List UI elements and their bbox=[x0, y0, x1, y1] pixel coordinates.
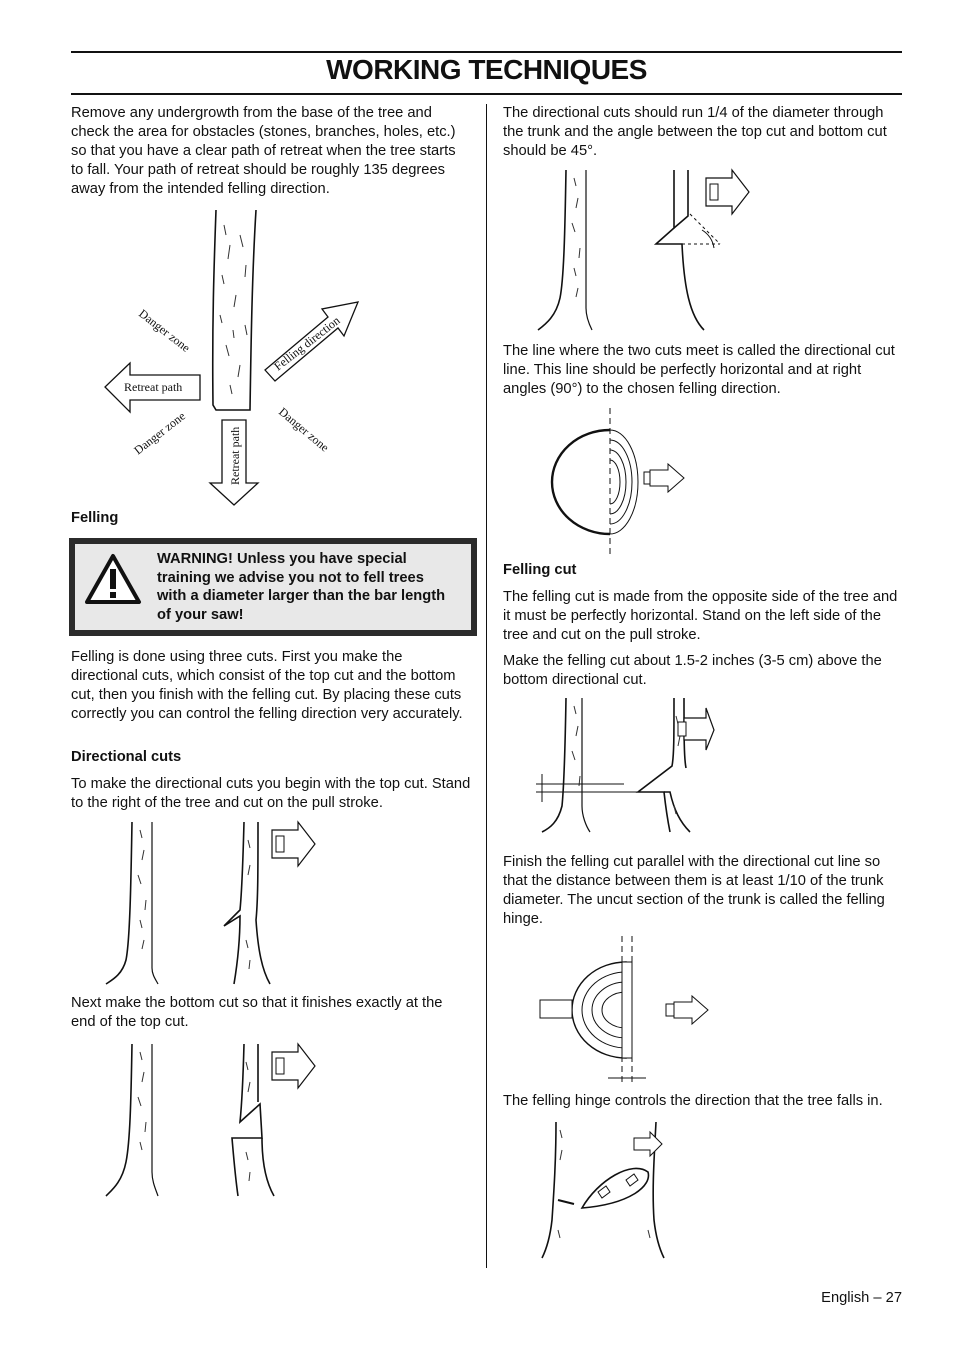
warning-triangle-icon bbox=[85, 554, 141, 604]
felling-hinge-paragraph: Finish the felling cut parallel with the directional cut line so that the distance between them is at least 1/10 of the trunk diameter. The uncut section of the trunk is called the felling hinge. bbox=[503, 854, 885, 927]
danger-zone-label: Danger zone bbox=[276, 404, 332, 455]
retreat-path-left-label: Retreat path bbox=[124, 380, 183, 394]
title-underline bbox=[71, 93, 902, 95]
quarter-diameter-paragraph: The directional cuts should run 1/4 of the diameter through the trunk and the angle between the top cut and bottom cut should be 45°. bbox=[503, 105, 887, 159]
top-rule bbox=[71, 51, 902, 53]
felling-cut-height-illustration bbox=[534, 696, 764, 836]
felling-cut-height-paragraph: Make the felling cut about 1.5-2 inches (3-5 cm) above the bottom directional cut. bbox=[503, 653, 882, 688]
danger-zone-label: Danger zone bbox=[131, 408, 188, 458]
felling-cut-heading: Felling cut bbox=[503, 562, 577, 578]
page-footer: English – 27 bbox=[821, 1290, 902, 1306]
felling-zone-diagram bbox=[100, 205, 380, 510]
directional-cuts-heading: Directional cuts bbox=[71, 749, 182, 765]
felling-heading: Felling bbox=[71, 510, 119, 526]
retreat-path-down-label: Retreat path bbox=[228, 426, 242, 485]
column-divider bbox=[486, 104, 487, 1268]
page-title: WORKING TECHNIQUES bbox=[326, 54, 647, 85]
directional-cut-angle-illustration bbox=[534, 168, 764, 336]
trunk-cross-section-cut-line bbox=[530, 408, 700, 556]
warning-text: WARNING! Unless you have special training we advise you not to fell trees with a diameter larger than the bar length of your saw! bbox=[157, 551, 446, 623]
warning-box-inner bbox=[75, 544, 471, 630]
top-cut-illustration bbox=[100, 820, 330, 990]
felling-direction-label: Felling direction bbox=[271, 313, 343, 374]
directional-cuts-paragraph: To make the directional cuts you begin with the top cut. Stand to the right of the tree and cut on the pull stroke. bbox=[71, 776, 471, 811]
felling-hinge-cross-section bbox=[534, 936, 714, 1084]
intro-paragraph: Remove any undergrowth from the base of the tree and check the area for obstacles (stones, branches, holes, etc.) so that you have a clear path of retreat when the tree starts to fall. Your path of retreat should be roughly 135 degrees away from the intended felling direction. bbox=[71, 105, 456, 197]
bottom-cut-paragraph: Next make the bottom cut so that it finishes exactly at the end of the top cut. bbox=[71, 995, 443, 1030]
falling-tree-hinge-illustration bbox=[534, 1120, 684, 1262]
warning-box bbox=[69, 538, 477, 636]
felling-paragraph: Felling is done using three cuts. First you make the directional cuts, which consist of the top cut and the bottom cut, then you finish with the felling cut. By placing these cuts correctly you can control the felling direction very accurately. bbox=[71, 649, 463, 722]
felling-cut-paragraph: The felling cut is made from the opposite side of the tree and it must be perfectly horizontal. Stand on the left side of the tree and cut on the pull stroke. bbox=[503, 589, 898, 643]
felling-hinge-controls-paragraph: The felling hinge controls the direction that the tree falls in. bbox=[503, 1093, 883, 1109]
directional-cut-line-paragraph: The line where the two cuts meet is called the directional cut line. This line should be perfectly horizontal and at right angles (90°) to the chosen felling direction. bbox=[503, 343, 895, 397]
bottom-cut-illustration bbox=[100, 1042, 330, 1202]
danger-zone-label: Danger zone bbox=[136, 306, 193, 355]
